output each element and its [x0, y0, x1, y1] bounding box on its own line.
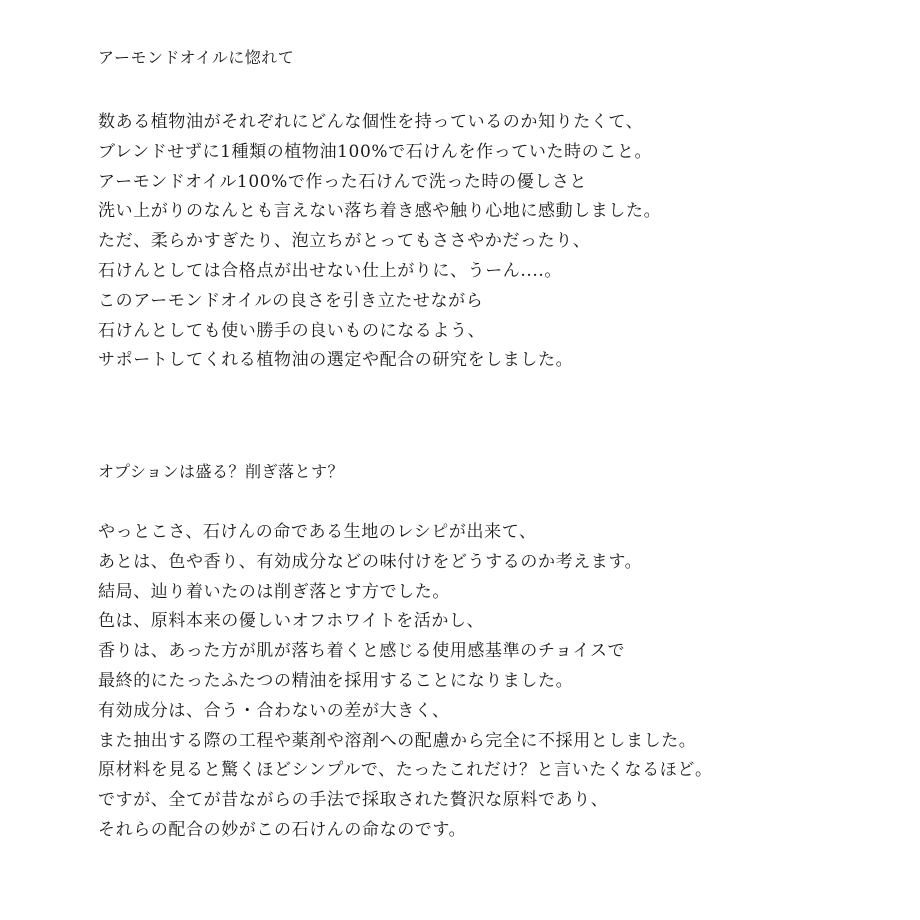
text-line: 洗い上がりのなんとも言えない落ち着き感や触り心地に感動しました。	[98, 201, 662, 222]
text-line: 香りは、あった方が肌が落ち着くと感じる使用感基準のチョイスで	[98, 641, 626, 662]
section-body-almond-oil	[98, 108, 661, 376]
text-line: 数ある植物油がそれぞれにどんな個性を持っているのか知りたくて、	[98, 112, 644, 132]
section-heading-options: オプションは盛る？削ぎ落とす？	[98, 462, 345, 481]
text-line: 最終的にたったふたつの精油を採用することになりました。	[98, 670, 574, 691]
text-line: ブレンドせずに1種類の植物油100%で石けんを作っていた時のこと。	[98, 141, 653, 162]
text-line: 有効成分は、合う・合わないの差が大きく、	[98, 700, 450, 721]
section-heading-almond-oil: アーモンドオイルに惚れて	[98, 48, 295, 67]
text-line: 結局、辿り着いたのは削ぎ落とす方でした。	[98, 581, 450, 602]
text-line: やっとこさ、石けんの命である生地のレシピが出来て、	[98, 522, 537, 542]
text-line: 原材料を見ると驚くほどシンプルで、たったこれだけ？と言いたくなるほど。	[98, 760, 713, 781]
text-line: 石けんとしては合格点が出せない仕上がりに、うーん....。	[98, 260, 563, 281]
text-line: それらの配合の妙がこの石けんの命なのです。	[98, 819, 467, 840]
text-line: ですが、全てが昔ながらの手法で採取された贅沢な原料であり、	[98, 790, 609, 811]
text-line: 色は、原料本来の優しいオフホワイトを活かし、	[98, 611, 485, 632]
text-line: アーモンドオイル100%で作った石けんで洗った時の優しさと	[98, 171, 588, 192]
text-line: ただ、柔らかすぎたり、泡立ちがとってもささやかだったり、	[98, 231, 591, 252]
text-line: このアーモンドオイルの良さを引き立たせながら	[98, 290, 484, 311]
text-line: あとは、色や香り、有効成分などの味付けをどうするのか考えます。	[98, 551, 643, 572]
text-line: サポートしてくれる植物油の選定や配合の研究をしました。	[98, 350, 574, 371]
text-line: また抽出する際の工程や薬剤や溶剤への配慮から完全に不採用としました。	[98, 730, 697, 751]
text-line: 石けんとしても使い勝手の良いものになるよう、	[98, 320, 486, 341]
section-body-options	[98, 518, 713, 846]
